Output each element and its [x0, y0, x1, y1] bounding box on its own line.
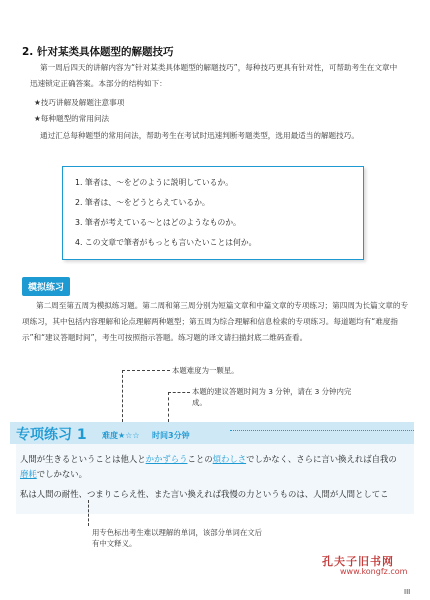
exercise-title: 专项练习 1 — [16, 427, 87, 443]
dash-line — [122, 370, 123, 422]
bullet-technique: ★技巧讲解及解题注意事项 — [34, 98, 125, 107]
time-indicator: 时间3分钟 — [152, 431, 190, 440]
page-number: III — [404, 588, 411, 596]
dash-line — [168, 392, 190, 393]
question-item: 3. 筆者が考えている〜とはどのようなものか。 — [75, 218, 241, 227]
time-annotation: 本题的建议答题时间为 3 分钟，请在 3 分钟内完成。 — [192, 387, 352, 407]
intro-paragraph: 第一周后四天的讲解内容为“针对某类具体题型的解题技巧”，每种技巧更具有针对性，可帮助考生在文章中迅速锁定正确答案。本部分的结构如下： — [30, 63, 398, 88]
dash-line — [122, 370, 170, 371]
highlighted-word: かかずらう — [145, 454, 188, 464]
practice-paragraph: 第二周至第五周为模拟练习题。第二周和第三周分别为短篇文章和中篇文章的专项练习；第四周为长篇文章的专项练习，其中包括内容理解和论点理解两种题型；第五周为综合理解和信息检索的专项练习。每道题均有“难度指示”和“建议答题时间”，考生可按照指示答题。练习题的译文请扫描封底二维码查看。 — [22, 301, 409, 342]
question-item: 1. 筆者は、〜をどのように説明しているか。 — [75, 178, 234, 187]
difficulty-annotation: 本题难度为一颗星。 — [172, 366, 239, 375]
japanese-line-3: 私は人間の耐性、つまりこらえ性、また言い換えれば我慢の力というものは、人間が人間としてこ — [20, 489, 389, 499]
highlighted-word: 磨耗 — [20, 469, 37, 479]
japanese-line-2 — [20, 468, 87, 480]
summary-paragraph: 通过汇总每种题型的常用问法，帮助考生在考试时迅速判断考题类型，选用最适当的解题技巧。 — [40, 131, 359, 140]
difficulty-indicator: 难度★☆☆ — [102, 431, 140, 440]
practice-section-label: 模拟练习 — [22, 277, 70, 296]
question-item: 4. この文章で筆者がもっとも言いたいことは何か。 — [75, 238, 257, 247]
dash-line — [88, 500, 89, 526]
banner-dotted-line — [230, 430, 414, 431]
dash-line — [168, 392, 169, 422]
question-examples-box — [62, 166, 364, 260]
japanese-line-1 — [20, 453, 397, 465]
text-span: でしかない。 — [36, 469, 87, 479]
watermark-logo: 孔夫子旧书网 — [322, 555, 394, 568]
text-span: ことの — [187, 454, 213, 464]
text-span: でしかなく、さらに言い換えれば自我の — [246, 454, 397, 464]
highlighted-word: 煩わしさ — [212, 454, 247, 464]
bullet-question-types: ★每种题型的常用问法 — [34, 114, 110, 123]
vocab-annotation: 用专色标出考生难以理解的单词，该部分单词在文后有中文释义。 — [92, 528, 262, 548]
watermark-url: www.kongfz.com — [340, 567, 408, 576]
text-span: 人間が生きるということは他人と — [20, 454, 146, 464]
section-heading: 2. 针对某类具体题型的解题技巧 — [22, 46, 174, 58]
question-item: 2. 筆者は、〜をどうとらえているか。 — [75, 198, 210, 207]
